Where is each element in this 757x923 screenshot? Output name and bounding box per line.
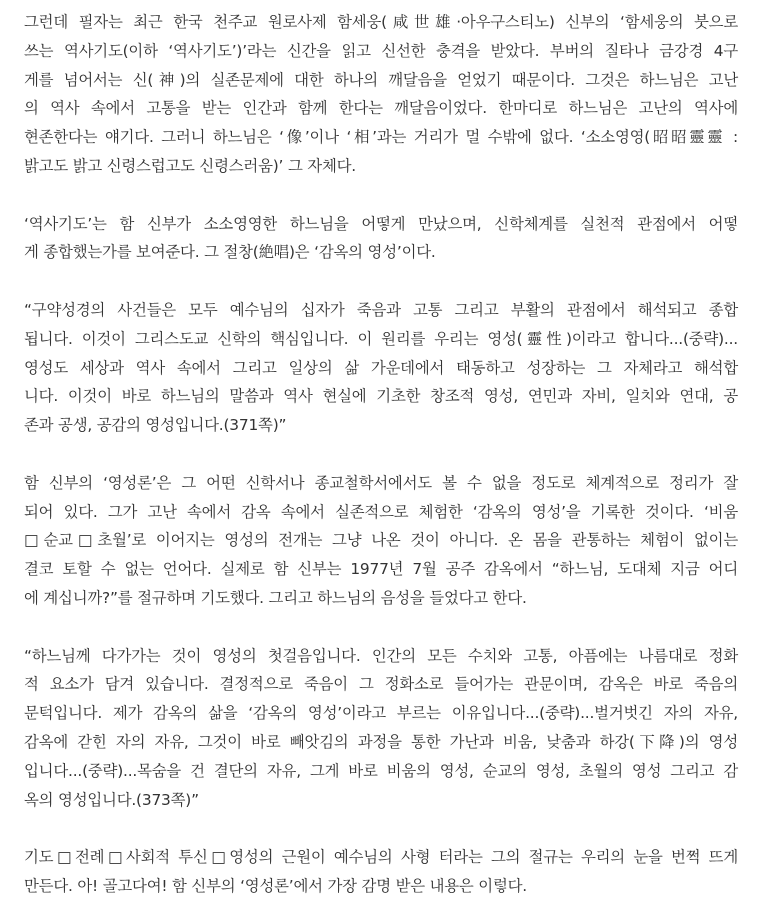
paragraph-spacer <box>0 613 757 642</box>
text-line: 됩니다. 이것이 그리스도교 신학의 핵심입니다. 이 원리를 우리는 영성(靈性)이라고 합니다...(중략)... <box>24 329 738 348</box>
text-line: 존과 공생, 공감의 영성입니다.(371쪽)” <box>24 416 287 435</box>
quote-paragraph-371 <box>0 296 757 440</box>
text-line: 기도□전례□사회적 투신□영성의 근원이 예수님의 사형 터라는 그의 절규는 우리의 눈을 번쩍 뜨게 <box>24 848 738 867</box>
text-line: “구약성경의 사건들은 모두 예수님의 십자가 죽음과 고통 그리고 부활의 관점에서 해석되고 종합 <box>24 300 738 319</box>
paragraph-spacer <box>0 440 757 469</box>
text-line: 만든다. 아! 골고다여! 함 신부의 ‘영성론’에서 가장 감명 받은 내용은 이렇다. <box>24 876 527 895</box>
text-line: 밝고도 밝고 신령스럽고도 신령스러움)’ 그 자체다. <box>24 156 356 175</box>
text-line: 의 역사 속에서 고통을 받는 인간과 함께 한다는 깨달음이었다. 한마디로 하느님은 고난의 역사에 <box>24 99 738 118</box>
text-line: 입니다...(중략)...목숨을 건 결단의 자유, 그게 바로 비움의 영성, 순교의 영성, 초월의 영성 그리고 감 <box>24 761 738 780</box>
text-line: 니다. 이것이 바로 하느님의 말씀과 역사 현실에 기초한 창조적 영성, 연민과 자비, 일치와 연대, 공 <box>24 387 738 406</box>
text-line: 그런데 필자는 최근 한국 천주교 원로사제 함세웅(咸世雄·아우구스티노) 신부의 ‘함세웅의 붓으로 <box>24 13 738 31</box>
text-line: 함 신부의 ‘영성론’은 그 어떤 신학서나 종교철학서에서도 볼 수 없을 정도로 체계적으로 정리가 잘 <box>24 473 738 492</box>
text-line: 현존한다는 얘기다. 그러니 하느님은 ‘像’이나 ‘相’과는 거리가 멀 수밖에 없다. ‘소소영영(昭昭靈靈 : <box>24 128 738 147</box>
text-line: 게 종합했는가를 보여준다. 그 절창(絶唱)은 ‘감옥의 영성’이다. <box>24 243 436 262</box>
text-line: 되어 있다. 그가 고난 속에서 감옥 속에서 실존적으로 체험한 ‘감옥의 영성’을 기록한 것이다. ‘비움 <box>24 502 738 521</box>
paragraph-book-intro <box>0 210 757 268</box>
paragraph-intro <box>0 8 757 181</box>
text-line: 옥의 영성입니다.(373쪽)” <box>24 790 199 809</box>
text-line: 에 계십니까?”를 절규하며 기도했다. 그리고 하느님의 음성을 들었다고 한다. <box>24 588 527 607</box>
paragraph-spacer <box>0 267 757 296</box>
quote-paragraph-373 <box>0 642 757 815</box>
text-line: 영성도 세상과 역사 속에서 그리고 일상의 삶 가운데에서 태동하고 성장하는 그 자체라고 해석합 <box>24 358 738 377</box>
text-line: 감옥에 갇힌 자의 자유, 그것이 바로 빼앗김의 과정을 통한 가난과 비움, 낮춤과 하강(下降)의 영성 <box>24 732 738 751</box>
text-line: 쓰는 역사기도(이하 ‘역사기도’)’라는 신간을 읽고 신선한 충격을 받았다. 부버의 질타나 금강경 4구 <box>24 41 738 60</box>
paragraph-spacer <box>0 181 757 210</box>
text-line: 게를 넘어서는 신(神)의 실존문제에 대한 하나의 깨달음을 얻었기 때문이다. 그것은 하느님은 고난 <box>24 70 738 89</box>
text-line: “하느님께 다가가는 것이 영성의 첫걸음입니다. 인간의 모든 수치와 고통, 아픔에는 나름대로 정화 <box>24 646 738 665</box>
paragraph-closing <box>0 843 757 901</box>
paragraph-spacer <box>0 814 757 843</box>
text-line: 문턱입니다. 제가 감옥의 삶을 ‘감옥의 영성’이라고 부르는 이유입니다...(중략)...벌거벗긴 자의 자유, <box>24 704 738 723</box>
text-line: 적 요소가 담겨 있습니다. 결정적으로 죽음이 그 정화소로 들어가는 관문이며, 감옥은 바로 죽음의 <box>24 675 738 694</box>
text-line: ‘역사기도’는 함 신부가 소소영영한 하느님을 어떻게 만났으며, 신학체계를 실천적 관점에서 어떻 <box>24 214 738 233</box>
text-line: 결코 토할 수 없는 언어다. 실제로 함 신부는 1977년 7월 공주 감옥에서 “하느님, 도대체 지금 어디 <box>24 560 738 579</box>
text-line: □순교□초월’로 이어지는 영성의 전개는 그냥 나온 것이 아니다. 온 몸을 관통하는 체험이 없이는 <box>24 531 738 550</box>
article-body <box>0 8 757 901</box>
paragraph-spirituality-theory <box>0 469 757 613</box>
